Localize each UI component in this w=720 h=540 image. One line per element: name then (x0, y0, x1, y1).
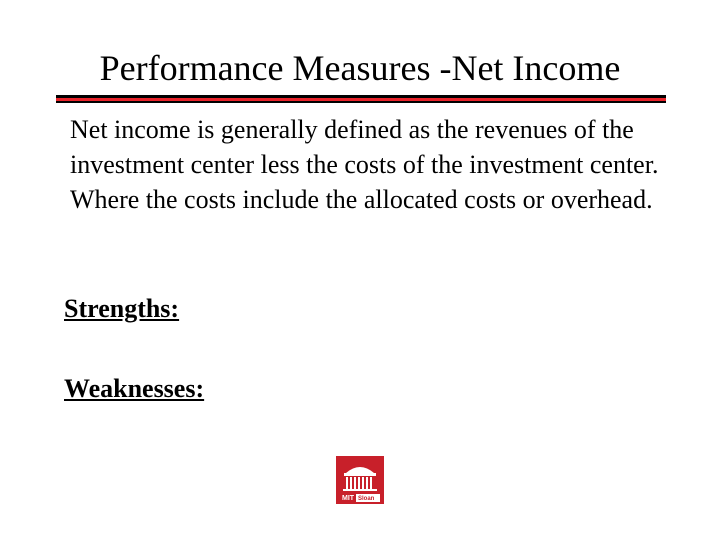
weaknesses-heading: Weaknesses: (64, 374, 205, 403)
logo-mit-text: MIT (342, 495, 355, 502)
strengths-heading: Strengths: (64, 294, 180, 323)
title-rule-bottom (56, 101, 666, 103)
net-income-definition: Net income is generally defined as the revenues of the investment center less the costs of the investment center. Where the costs include the allocated costs or overhead. (70, 115, 659, 214)
mit-sloan-logo (336, 456, 384, 504)
logo-sloan-text: Sloan (358, 496, 375, 502)
slide-title: Performance Measures -Net Income (99, 48, 621, 88)
